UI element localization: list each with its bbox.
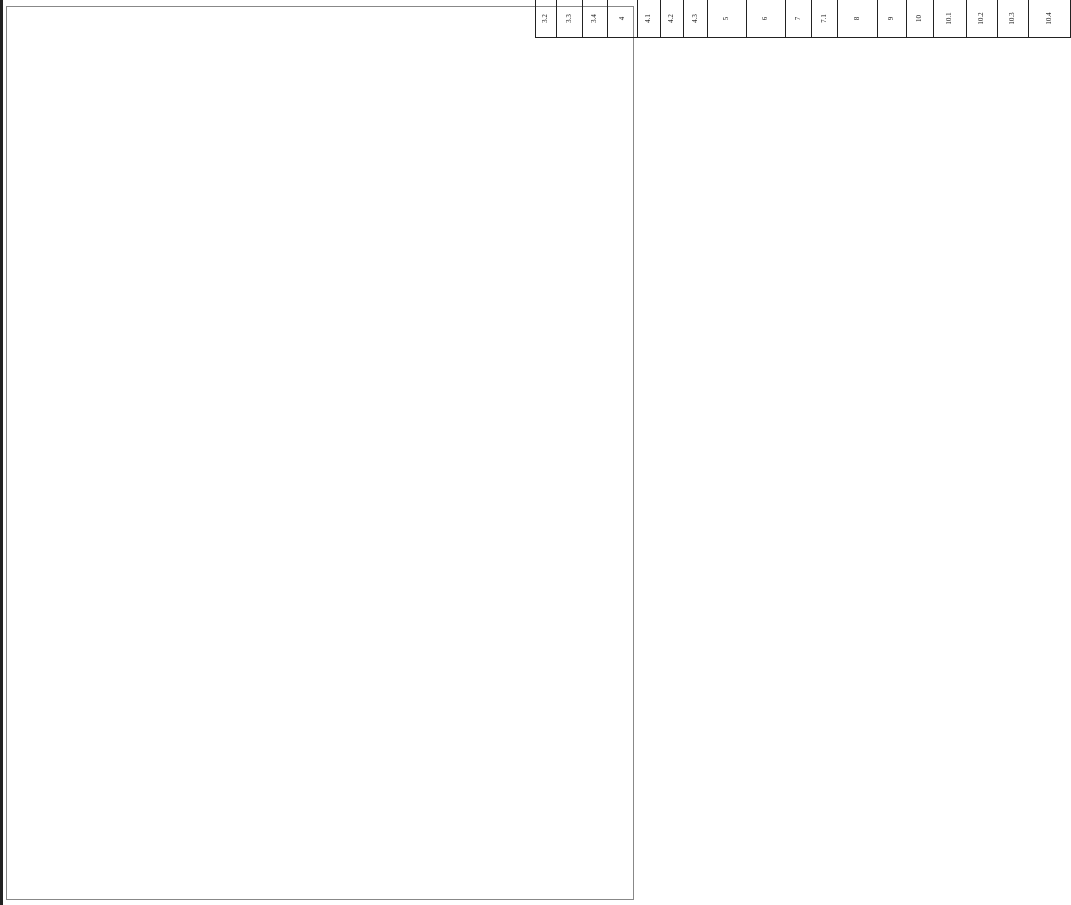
row-number: 8	[838, 0, 878, 38]
row-number: 3.2	[536, 0, 557, 38]
page-frame	[6, 6, 634, 900]
row-number: 10	[907, 0, 934, 38]
table-body	[536, 0, 1071, 38]
table-row	[998, 0, 1029, 38]
row-number: 4.1	[638, 0, 661, 38]
table-row	[583, 0, 608, 38]
row-number: 9	[878, 0, 907, 38]
table-row	[838, 0, 878, 38]
requirements-table	[535, 0, 1071, 38]
row-number: 5	[708, 0, 747, 38]
row-number: 3.3	[557, 0, 583, 38]
row-number: 7.1	[812, 0, 838, 38]
table-row	[878, 0, 907, 38]
table-row	[661, 0, 684, 38]
table-row	[812, 0, 838, 38]
row-number: 3.4	[583, 0, 608, 38]
row-number: 7	[786, 0, 812, 38]
scan-edge-stripe	[0, 0, 3, 905]
table-row	[907, 0, 934, 38]
table-row	[1029, 0, 1071, 38]
table-row	[786, 0, 812, 38]
table-row	[708, 0, 747, 38]
table-row	[536, 0, 557, 38]
row-number: 10.4	[1029, 0, 1071, 38]
row-number: 4.2	[661, 0, 684, 38]
table-row	[934, 0, 967, 38]
row-number: 6	[747, 0, 786, 38]
table-row	[638, 0, 661, 38]
row-number: 4	[608, 0, 638, 38]
table-row	[967, 0, 998, 38]
table-row	[557, 0, 583, 38]
table-row	[684, 0, 708, 38]
row-number: 4.3	[684, 0, 708, 38]
row-number: 10.2	[967, 0, 998, 38]
row-number: 10.1	[934, 0, 967, 38]
table-row	[608, 0, 638, 38]
row-number: 10.3	[998, 0, 1029, 38]
table-row	[747, 0, 786, 38]
rotated-table-container	[535, 0, 1053, 38]
